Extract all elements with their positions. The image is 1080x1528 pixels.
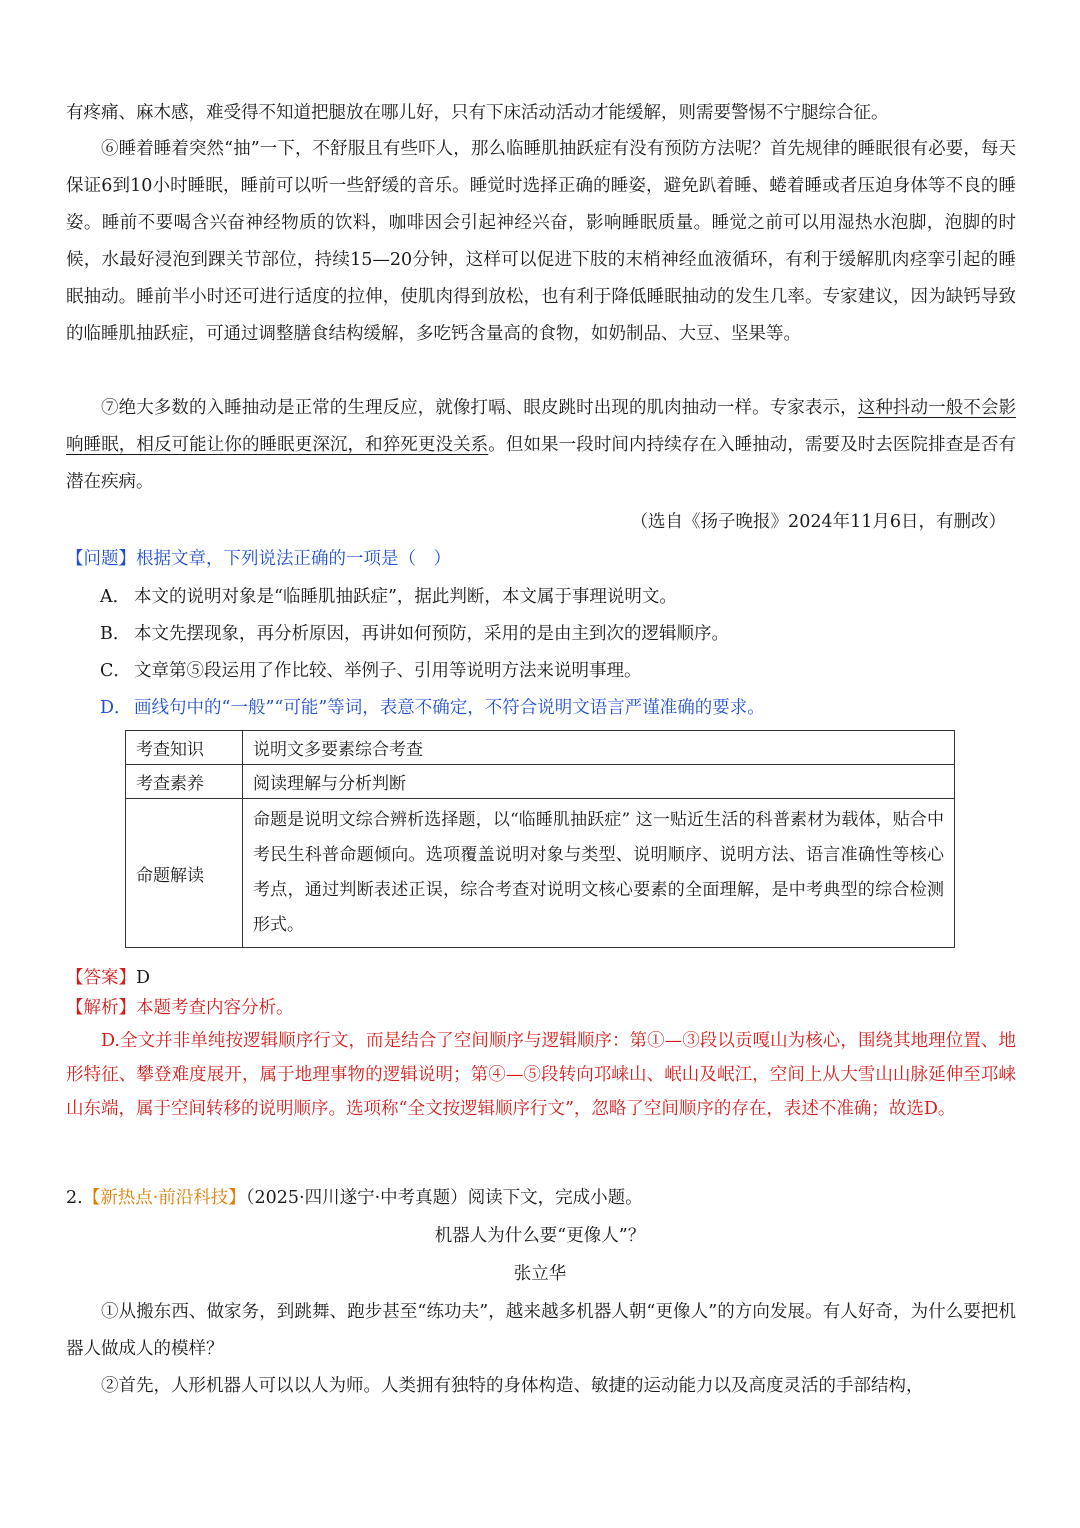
question2-instruction: 阅读下文，完成小题。 bbox=[467, 1188, 643, 1208]
option-c-key: C． bbox=[100, 661, 131, 681]
analysis-table bbox=[125, 730, 955, 948]
article2-paragraph-1: ①从搬东西、做家务，到跳舞、跑步甚至“练功夫”，越来越多机器人朝“更像人”的方向发展。有人好奇，为什么要把机器人做成人的模样？ bbox=[66, 1302, 1016, 1359]
article-paragraph-continued: 有疼痛、麻木感，难受得不知道把腿放在哪儿好，只有下床活动活动才能缓解，则需要警惕不宁腿综合征。 bbox=[66, 103, 889, 123]
analysis-line bbox=[66, 994, 294, 1019]
p7-text-end: 。但如果一段时间内持续存在入睡抽动，需要及时去医院排查是否有潜在疾病。 bbox=[66, 435, 1016, 492]
table-row bbox=[126, 731, 955, 765]
table-label-literacy: 考查素养 bbox=[126, 765, 243, 799]
option-d-text: 画线句中的“一般”“可能”等词，表意不确定，不符合说明文语言严谨准确的要求。 bbox=[134, 698, 765, 718]
p7-underlined-sentence: 这种抖动一般不会影响睡眠，相反可能让你的睡眠更深沉，和猝死更没关系 bbox=[66, 398, 1017, 455]
article2-paragraph-2: ②首先，人形机器人可以以人为师。人类拥有独特的身体构造、敏捷的运动能力以及高度灵活的手部结构， bbox=[101, 1376, 924, 1396]
option-a-key: A． bbox=[100, 587, 131, 607]
answer-line bbox=[66, 964, 150, 989]
article-paragraph-6: ⑥睡着睡着突然“抽”一下，不舒服且有些吓人，那么临睡肌抽跃症有没有预防方法呢？首先规律的睡眠很有必要，每天保证6到10小时睡眠，睡前可以听一些舒缓的音乐。睡觉时选择正确的睡姿，避免趴着睡、蜷着睡或者压迫身体等不良的睡姿。睡前不要喝含兴奋神经物质的饮料，咖啡因会引起神经兴奋，影响睡眠质量。睡觉之前可以用湿热水泡脚，泡脚的时候，水最好浸泡到踝关节部位，持续15—20分钟，这样可以促进下肢的末梢神经血液循环，有利于缓解肌肉痉挛引起的睡眠抽动。睡前半小时还可进行适度的拉伸，使肌肉得到放松，也有利于降低睡眠抽动的发生几率。专家建议，因为缺钙导致的临睡肌抽跃症，可通过调整膳食结构缓解，多吃钙含量高的食物，如奶制品、大豆、坚果等。 bbox=[66, 139, 1016, 344]
question2-number: 2. bbox=[66, 1188, 83, 1208]
question2-source: （2025·四川遂宁·中考真题） bbox=[245, 1188, 468, 1208]
option-a-text: 本文的说明对象是“临睡肌抽跃症”，据此判断，本文属于事理说明文。 bbox=[134, 587, 677, 607]
question-tag: 【问题】 bbox=[66, 549, 136, 569]
table-value-knowledge: 说明文多要素综合考查 bbox=[243, 731, 955, 765]
option-d bbox=[100, 694, 1020, 719]
table-label-interpretation: 命题解读 bbox=[126, 799, 243, 948]
question2-header bbox=[66, 1184, 643, 1209]
option-b-key: B． bbox=[100, 624, 131, 644]
question-text: 根据文章，下列说法正确的一项是（ ） bbox=[136, 549, 451, 569]
question2-tag: 【新热点·前沿科技】 bbox=[82, 1188, 246, 1208]
table-row bbox=[126, 765, 955, 799]
option-c bbox=[100, 657, 1020, 682]
table-label-knowledge: 考查知识 bbox=[126, 731, 243, 765]
option-c-text: 文章第⑤段运用了作比较、举例子、引用等说明方法来说明事理。 bbox=[134, 661, 642, 681]
analysis-body: D.全文并非单纯按逻辑顺序行文，而是结合了空间顺序与逻辑顺序：第①—③段以贡嘎山为核心，围绕其地理位置、地形特征、攀登难度展开，属于地理事物的逻辑说明；第④—⑤段转向邛崃山、岷山及岷江，空间上从大雪山山脉延伸至邛崃山东端，属于空间转移的说明顺序。选项称“全文按逻辑顺序行文”，忽略了空间顺序的存在，表述不准确；故选D。 bbox=[66, 1031, 1016, 1119]
answer-value: D bbox=[136, 968, 151, 988]
answer-tag: 【答案】 bbox=[66, 968, 136, 988]
article-source: （选自《扬子晚报》2024年11月6日，有删改） bbox=[630, 512, 1006, 532]
table-value-interpretation: 命题是说明文综合辨析选择题，以“临睡肌抽跃症” 这一贴近生活的科普素材为载体，贴合中考民生科普命题倾向。选项覆盖说明对象与类型、说明顺序、说明方法、语言准确性等核心考点，通过判断表述正误，综合考查对说明文核心要素的全面理解，是中考典型的综合检测形式。 bbox=[243, 799, 955, 948]
option-b bbox=[100, 620, 1020, 645]
option-d-key: D． bbox=[100, 698, 132, 718]
p7-text-start: ⑦绝大多数的入睡抽动是正常的生理反应，就像打嗝、眼皮跳时出现的肌肉抽动一样。专家表示， bbox=[101, 398, 858, 418]
option-a bbox=[100, 583, 1020, 608]
question-stem bbox=[66, 545, 451, 570]
table-row bbox=[126, 799, 955, 948]
analysis-intro: 本题考查内容分析。 bbox=[136, 998, 294, 1018]
article2-title: 机器人为什么要“更像人”？ bbox=[434, 1226, 646, 1246]
analysis-tag: 【解析】 bbox=[66, 998, 136, 1018]
article-paragraph-7 bbox=[66, 390, 1016, 501]
option-b-text: 本文先摆现象，再分析原因，再讲如何预防，采用的是由主到次的逻辑顺序。 bbox=[134, 624, 729, 644]
article2-author: 张立华 bbox=[513, 1264, 567, 1284]
table-value-literacy: 阅读理解与分析判断 bbox=[243, 765, 955, 799]
